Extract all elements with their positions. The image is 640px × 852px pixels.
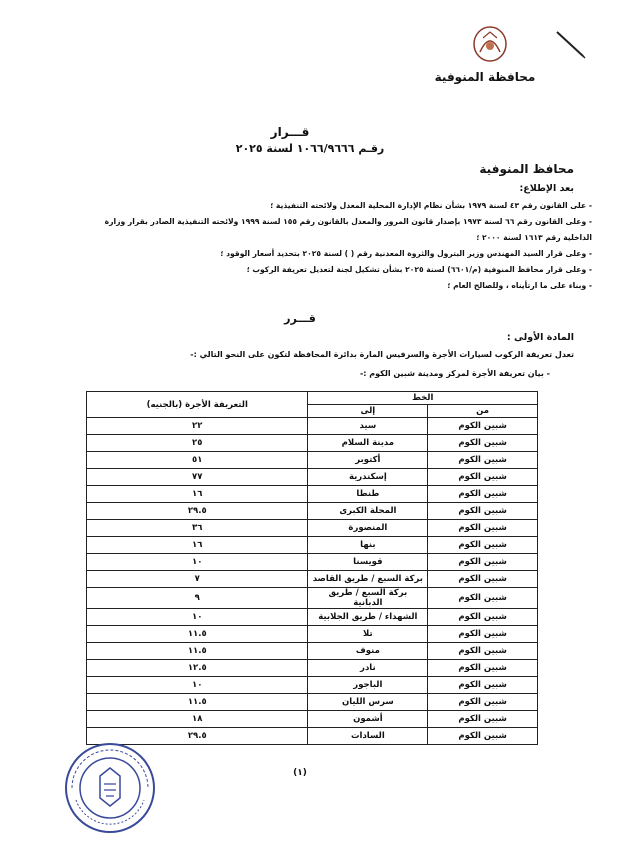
cell-fare: ١٨: [87, 711, 308, 728]
after-review-label: بعد الإطلاع:: [519, 183, 574, 194]
header-line: الخط: [308, 392, 538, 405]
cell-fare: ١١.٥: [87, 694, 308, 711]
cell-fare: ١٦: [87, 486, 308, 503]
preamble-line: - وبناء على ما ارتأيناه ، وللصالح العام ؛: [447, 281, 592, 290]
table-header-row: [87, 392, 538, 405]
table-row: [87, 520, 538, 537]
table-row: [87, 588, 538, 609]
header-from: من: [428, 405, 538, 418]
cell-from: شبين الكوم: [428, 486, 538, 503]
cell-from: شبين الكوم: [428, 643, 538, 660]
table-row: [87, 554, 538, 571]
table-subheading: - بيان تعريفة الأجرة لمركز ومدينة شبين الكوم :-: [359, 369, 550, 378]
cell-fare: ٢٢: [87, 418, 308, 435]
official-seal: [62, 740, 158, 836]
cell-fare: ٩: [87, 588, 308, 609]
issuer-title: محافظ المنوفية: [479, 162, 574, 176]
cell-from: شبين الكوم: [428, 677, 538, 694]
cell-from: شبين الكوم: [428, 418, 538, 435]
cell-fare: ٢٩.٥: [87, 728, 308, 745]
cell-to: بنها: [308, 537, 428, 554]
cell-to: سيد: [308, 418, 428, 435]
table-row: [87, 418, 538, 435]
cell-to: بركة السبع / طريق القاصد: [308, 571, 428, 588]
article-title: المادة الأولى :: [506, 332, 574, 343]
cell-to: إسكندرية: [308, 469, 428, 486]
cell-fare: ٧: [87, 571, 308, 588]
cell-fare: ٢٥: [87, 435, 308, 452]
cell-to: المحلة الكبرى: [308, 503, 428, 520]
table-row: [87, 537, 538, 554]
cell-fare: ١٠: [87, 677, 308, 694]
fare-table: [86, 391, 538, 745]
table-row: [87, 694, 538, 711]
governorate-logo: [465, 22, 515, 68]
cell-to: نادر: [308, 660, 428, 677]
article-text: تعدل تعريفة الركوب لسيارات الأجرة والسرفيس المارة بدائرة المحافظة لتكون على النحو التالي :-: [190, 350, 574, 359]
table-row: [87, 660, 538, 677]
decree-number: رقـم ١٠٦٦/٩٦٦٦ لسنة ٢٠٢٥: [235, 142, 385, 155]
cell-to: أكتوبر: [308, 452, 428, 469]
decree-title: قـــرار: [270, 125, 310, 139]
cell-fare: ١١.٥: [87, 626, 308, 643]
cell-from: شبين الكوم: [428, 503, 538, 520]
cell-to: تلا: [308, 626, 428, 643]
cell-fare: ٣٦: [87, 520, 308, 537]
table-row: [87, 626, 538, 643]
table-row: [87, 452, 538, 469]
header-to: إلى: [308, 405, 428, 418]
cell-to: سرس الليان: [308, 694, 428, 711]
cell-fare: ١٦: [87, 537, 308, 554]
cell-from: شبين الكوم: [428, 588, 538, 609]
header-fare: التعريفة الأجرة (بالجنيه): [87, 392, 308, 418]
cell-from: شبين الكوم: [428, 520, 538, 537]
table-row: [87, 609, 538, 626]
cell-to: المنصورة: [308, 520, 428, 537]
cell-from: شبين الكوم: [428, 554, 538, 571]
pen-stroke-mark: [555, 30, 587, 60]
cell-from: شبين الكوم: [428, 609, 538, 626]
preamble: [72, 198, 592, 294]
table-row: [87, 643, 538, 660]
table-row: [87, 486, 538, 503]
cell-fare: ٧٧: [87, 469, 308, 486]
table-row: [87, 435, 538, 452]
cell-fare: ١١.٥: [87, 643, 308, 660]
cell-fare: ١٠: [87, 554, 308, 571]
table-row: [87, 571, 538, 588]
preamble-line: - وعلى قرار محافظ المنوفية (م/٦٦٠١) لسنة ٢٠٢٥ بشأن تشكيل لجنة لتعديل تعريفة الركوب ؛: [246, 265, 592, 274]
cell-from: شبين الكوم: [428, 711, 538, 728]
cell-fare: ١٠: [87, 609, 308, 626]
cell-fare: ٢٩.٥: [87, 503, 308, 520]
preamble-line: - على القانون رقم ٤٣ لسنة ١٩٧٩ بشأن نظام الإدارة المحلية المعدل ولائحته التنفيذية ؛: [270, 201, 592, 210]
cell-to: قويسنا: [308, 554, 428, 571]
cell-to: الباجور: [308, 677, 428, 694]
cell-to: بركة السبع / طريق الدبانية: [308, 588, 428, 609]
cell-from: شبين الكوم: [428, 452, 538, 469]
cell-from: شبين الكوم: [428, 571, 538, 588]
cell-from: شبين الكوم: [428, 694, 538, 711]
governorate-name: محافظة المنوفية: [434, 70, 536, 84]
preamble-line: الداخلية رقم ١٦١٣ لسنة ٢٠٠٠ ؛: [476, 233, 592, 242]
cell-fare: ٥١: [87, 452, 308, 469]
fare-table-body: [87, 418, 538, 745]
table-row: [87, 469, 538, 486]
cell-to: أشمون: [308, 711, 428, 728]
decided-label: قـــرر: [284, 312, 316, 325]
cell-to: السادات: [308, 728, 428, 745]
cell-to: مدينة السلام: [308, 435, 428, 452]
cell-to: طنطا: [308, 486, 428, 503]
cell-from: شبين الكوم: [428, 728, 538, 745]
page-number: (١): [293, 768, 307, 778]
cell-from: شبين الكوم: [428, 435, 538, 452]
cell-to: الشهداء / طريق الجلابية: [308, 609, 428, 626]
cell-fare: ١٢.٥: [87, 660, 308, 677]
cell-from: شبين الكوم: [428, 626, 538, 643]
cell-from: شبين الكوم: [428, 469, 538, 486]
table-row: [87, 503, 538, 520]
table-row: [87, 677, 538, 694]
cell-from: شبين الكوم: [428, 537, 538, 554]
preamble-line: - وعلى القانون رقم ٦٦ لسنة ١٩٧٣ بإصدار قانون المرور والمعدل بالقانون رقم ١٥٥ لسنة ١٩٩٩ ولائحته التنفيذية الصادر بقرار وزارة: [104, 217, 592, 226]
preamble-line: - وعلى قرار السيد المهندس وزير البترول والثروة المعدنية رقم ( ) لسنة ٢٠٢٥ بتحديد أسعار الوقود ؛: [220, 249, 592, 258]
cell-from: شبين الكوم: [428, 660, 538, 677]
table-row: [87, 711, 538, 728]
cell-to: منوف: [308, 643, 428, 660]
